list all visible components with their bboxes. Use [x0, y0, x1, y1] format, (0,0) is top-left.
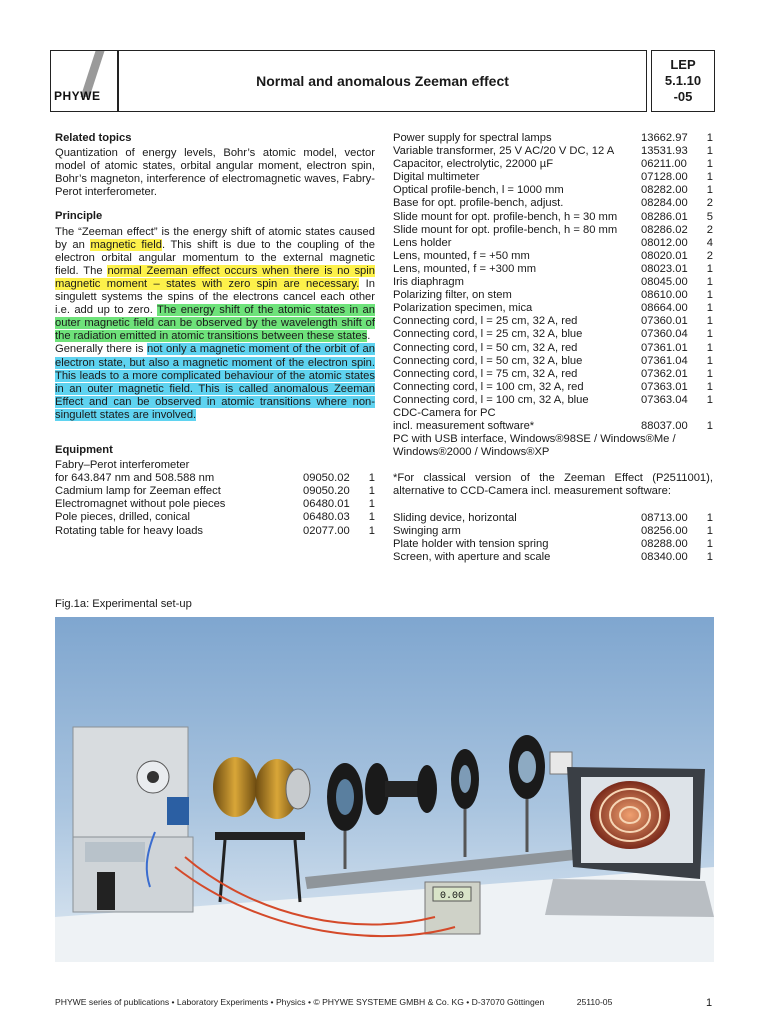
principle-s5: Generally there is: [55, 343, 147, 356]
equipment-qty: 1: [706, 315, 713, 328]
principle-s2: . This shift is due to the coupling of the electron orbital angular momentum to the external magnetic field. The: [55, 238, 375, 277]
equipment-name: Optical profile-bench, l = 1000 mm: [393, 184, 564, 197]
equipment-code: 08286.02: [641, 223, 688, 236]
equipment-row: [393, 197, 713, 210]
equipment-row: [393, 368, 713, 381]
equipment-code: 13531.93: [641, 145, 688, 158]
equipment-code: 08610.00: [641, 289, 688, 302]
lep-number: 5.1.10: [664, 73, 702, 88]
equipment-code: 06211.00: [641, 158, 687, 171]
equipment-qty: 1: [706, 354, 713, 367]
equipment-name: Lens, mounted, f = +50 mm: [393, 249, 530, 262]
equipment-row: [393, 407, 713, 420]
equipment-row: [393, 525, 713, 538]
highlight-anomalous: not only a magnetic moment of the orbit of an electron state, but also a magnetic moment of the electron spin. This leads to a more complicated behaviour of the atomic states in an outer magnetic field. This is called anomalous Zeeman Effect and can be observed in atomic transitions where non-singulett states are involved.: [55, 343, 375, 421]
equipment-name: Rotating table for heavy loads: [55, 524, 204, 537]
principle-text: [55, 226, 375, 422]
equipment-code: 07360.04: [641, 328, 688, 341]
equipment-row: [393, 302, 713, 315]
equipment-name: Connecting cord, l = 100 cm, 32 A, blue: [393, 393, 589, 406]
equipment-row: [393, 315, 713, 328]
equipment-code: 06480.03: [303, 511, 350, 524]
equipment-code: 07362.01: [641, 367, 688, 380]
setup-illustration: [55, 617, 714, 962]
equipment-name: Lens holder: [393, 236, 452, 249]
equipment-code: 08023.01: [641, 262, 688, 275]
equipment-code: 08713.00: [641, 511, 688, 524]
equipment-code: [641, 407, 701, 420]
figure-caption: Fig.1a: Experimental set-up: [55, 598, 192, 610]
equipment-qty: 5: [706, 210, 713, 223]
right-column: [393, 132, 713, 564]
equipment-row: [393, 394, 713, 407]
equipment-list-alternative: [393, 512, 713, 564]
equipment-name: Connecting cord, l = 25 cm, 32 A, red: [393, 315, 578, 328]
equipment-code: 08286.01: [641, 210, 688, 223]
page-footer: [55, 997, 715, 1007]
equipment-qty: 1: [706, 132, 713, 144]
equipment-row: [55, 459, 375, 472]
equipment-code: 08045.00: [641, 276, 688, 289]
equipment-code: 88037.00: [641, 420, 688, 433]
page-title: Normal and anomalous Zeeman effect: [256, 73, 509, 89]
logo-text: PHYWE: [54, 89, 101, 103]
equipment-code: 07360.01: [641, 315, 688, 328]
equipment-heading: Equipment: [55, 443, 113, 456]
equipment-name: Connecting cord, l = 25 cm, 32 A, blue: [393, 328, 583, 341]
equipment-qty: [701, 407, 713, 420]
equipment-qty: 4: [706, 236, 713, 249]
equipment-row: [55, 485, 375, 498]
equipment-name: incl. measurement software*: [393, 420, 535, 433]
equipment-row: [393, 184, 713, 197]
equipment-qty: 1: [706, 367, 713, 380]
equipment-qty: 1: [706, 184, 713, 197]
equipment-code: 07361.01: [641, 341, 688, 354]
phywe-logo: [50, 50, 118, 112]
equipment-code: 08012.00: [641, 236, 688, 249]
principle-heading: Principle: [55, 210, 103, 223]
equipment-row: [393, 145, 713, 158]
equipment-qty: 1: [706, 158, 713, 171]
equipment-name: Cadmium lamp for Zeeman effect: [55, 485, 221, 498]
equipment-qty: 1: [368, 498, 375, 511]
equipment-row: [393, 158, 713, 171]
equipment-name: Connecting cord, l = 50 cm, 32 A, red: [393, 341, 578, 354]
equipment-code: 08288.00: [641, 537, 688, 550]
equipment-code: 08256.00: [641, 524, 688, 537]
equipment-code: 09050.20: [303, 485, 350, 498]
equipment-qty: 1: [706, 341, 713, 354]
equipment-name: Digital multimeter: [393, 171, 480, 184]
equipment-qty: 1: [368, 524, 375, 537]
equipment-code: 08020.01: [641, 249, 688, 262]
equipment-qty: 1: [706, 171, 713, 184]
equipment-code: 07128.00: [641, 171, 688, 184]
equipment-row: [393, 132, 713, 145]
left-column: [55, 132, 375, 538]
equipment-name: for 643.847 nm and 508.588 nm: [55, 472, 215, 485]
equipment-row: [393, 276, 713, 289]
equipment-qty: 2: [706, 197, 713, 210]
equipment-row: [393, 250, 713, 263]
equipment-code: 13662.97: [641, 132, 688, 144]
principle-s3: In singulett systems the spins of the electrons cancel each other i.e. add up to zero.: [55, 277, 375, 317]
highlight-magnetic-field: magnetic field: [90, 238, 162, 251]
equipment-qty: 2: [706, 249, 713, 262]
equipment-row: [393, 289, 713, 302]
equipment-row: [393, 551, 713, 564]
equipment-name: Connecting cord, l = 75 cm, 32 A, red: [393, 367, 578, 380]
equipment-row: [393, 171, 713, 184]
pc-line-1: PC with USB interface, Windows®98SE / Windows®Me /: [393, 433, 676, 446]
equipment-name: Polarizing filter, on stem: [393, 289, 512, 302]
equipment-row: [393, 420, 713, 433]
equipment-name: Screen, with aperture and scale: [393, 550, 551, 563]
highlight-normal-zeeman: normal Zeeman effect occurs when there is no spin magnetic moment – states with zero spin are necessary.: [55, 264, 375, 290]
lep-label: LEP: [670, 57, 696, 72]
equipment-name: CDC-Camera for PC: [393, 406, 496, 419]
equipment-name: Base for opt. profile-bench, adjust.: [393, 197, 564, 210]
equipment-name: Polarization specimen, mica: [393, 302, 533, 315]
equipment-code: 07363.04: [641, 393, 688, 406]
equipment-name: Connecting cord, l = 50 cm, 32 A, blue: [393, 354, 583, 367]
equipment-row: [393, 538, 713, 551]
highlight-energy-shift: The energy shift of the atomic states in an outer magnetic field can be observed by the wavelength shift of the radiation emitted in atomic transitions between these states: [55, 304, 376, 343]
equipment-row: [55, 472, 375, 485]
equipment-name: Fabry–Perot interferometer: [55, 459, 190, 472]
equipment-code: [303, 459, 363, 472]
equipment-qty: 1: [706, 380, 713, 393]
equipment-name: Slide mount for opt. profile-bench, h = 30 mm: [393, 210, 618, 223]
equipment-qty: 1: [706, 289, 713, 302]
equipment-qty: 2: [706, 223, 713, 236]
experimental-setup-photo: [55, 617, 714, 962]
equipment-qty: 1: [706, 524, 713, 537]
equipment-code: 06480.01: [303, 498, 350, 511]
equipment-name: Lens, mounted, f = +300 mm: [393, 262, 537, 275]
equipment-list-left: [55, 459, 375, 538]
equipment-code: 07363.01: [641, 380, 688, 393]
equipment-row: [55, 511, 375, 524]
equipment-row: [393, 211, 713, 224]
equipment-row: [55, 498, 375, 511]
related-topics-text: Quantization of energy levels, Bohr’s atomic model, vector model of atomic states, orbital angular moment, electron spin, Bohr’s magneton, interference of electromagnetic waves, Fabry-Perot interferometer.: [55, 147, 375, 199]
equipment-name: Swinging arm: [393, 524, 461, 537]
equipment-qty: [363, 459, 375, 472]
lep-number-box: [651, 50, 715, 112]
equipment-name: Slide mount for opt. profile-bench, h = 80 mm: [393, 223, 618, 236]
equipment-name: Power supply for spectral lamps: [393, 132, 552, 144]
equipment-row: [393, 328, 713, 341]
footer-code: 25110-05: [576, 997, 613, 1007]
equipment-name: Sliding device, horizontal: [393, 511, 517, 524]
alternative-note: *For classical version of the Zeeman Effect (P2511001), alternative to CCD-Camera incl. measurement software:: [393, 472, 713, 498]
equipment-qty: 1: [368, 472, 375, 485]
equipment-row: [55, 525, 375, 538]
equipment-name: Iris diaphragm: [393, 276, 464, 289]
equipment-name: Pole pieces, drilled, conical: [55, 511, 190, 524]
equipment-qty: 1: [706, 511, 713, 524]
lep-suffix: -05: [673, 89, 693, 104]
equipment-row: [393, 355, 713, 368]
equipment-row: [393, 237, 713, 250]
equipment-name: Plate holder with tension spring: [393, 537, 549, 550]
equipment-qty: 1: [368, 511, 375, 524]
equipment-row: [393, 224, 713, 237]
equipment-row: [393, 512, 713, 525]
equipment-row: [393, 342, 713, 355]
page-header: [50, 50, 714, 112]
page-number: 1: [706, 997, 713, 1009]
equipment-row: [393, 263, 713, 276]
equipment-code: 08284.00: [641, 197, 688, 210]
equipment-qty: 1: [706, 393, 713, 406]
equipment-code: 02077.00: [303, 524, 350, 537]
equipment-qty: 1: [706, 550, 713, 563]
title-box: [118, 50, 647, 112]
equipment-qty: 1: [368, 485, 375, 498]
equipment-qty: 1: [706, 328, 713, 341]
related-topics-heading: Related topics: [55, 132, 132, 144]
equipment-code: 08664.00: [641, 302, 688, 315]
equipment-code: 08340.00: [641, 550, 688, 563]
equipment-row: [393, 381, 713, 394]
principle-s1: The “Zeeman effect” is the energy shift of atomic states caused by an: [55, 225, 375, 251]
principle-s4: .: [367, 330, 371, 343]
pc-line-2: Windows®2000 / Windows®XP: [393, 446, 550, 459]
footer-publication: PHYWE series of publications • Laboratory Experiments • Physics • © PHYWE SYSTEME GMBH & Co. KG • D-37070 Göttingen: [55, 997, 545, 1007]
equipment-code: 07361.04: [641, 354, 688, 367]
equipment-code: 09050.02: [303, 472, 350, 485]
equipment-qty: 1: [706, 262, 713, 275]
equipment-name: Electromagnet without pole pieces: [55, 498, 226, 511]
equipment-qty: 1: [706, 537, 713, 550]
multimeter-readout: 0.00: [439, 891, 465, 902]
equipment-name: Capacitor, electrolytic, 22000 µF: [393, 158, 554, 171]
equipment-qty: 1: [706, 145, 713, 158]
equipment-name: Variable transformer, 25 V AC/20 V DC, 12 A: [393, 145, 615, 158]
equipment-qty: 1: [706, 302, 713, 315]
equipment-code: 08282.00: [641, 184, 688, 197]
equipment-qty: 1: [706, 420, 713, 433]
equipment-list-right: [393, 132, 713, 433]
equipment-qty: 1: [706, 276, 713, 289]
equipment-name: Connecting cord, l = 100 cm, 32 A, red: [393, 380, 584, 393]
